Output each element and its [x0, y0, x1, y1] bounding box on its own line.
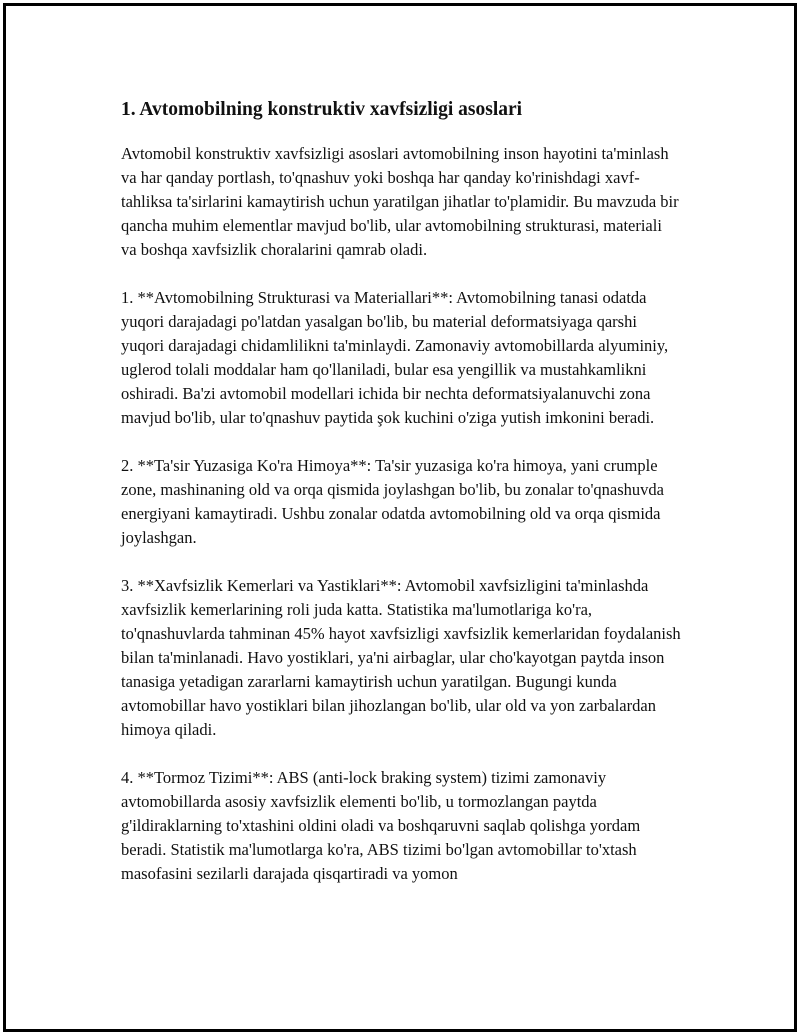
paragraph-crumple-zone: 2. **Ta'sir Yuzasiga Ko'ra Himoya**: Ta'sir yuzasiga ko'ra himoya, yani crumple zone, mashinaning old va orqa qismida joylashgan bo'lib, bu zonalar to'qnashuvda energiyani kamaytiradi. Ushbu zonalar odatda avtomobilning old va orqa qismida joylashgan.: [121, 456, 664, 547]
intro-paragraph: Avtomobil konstruktiv xavfsizligi asoslari avtomobilning inson hayotini ta'minlash va har qanday portlash, to'qnashuv yoki boshqa har qanday ko'rinishdagi xavf-tahliksa ta'sirlarini kamaytirish uchun yaratilgan jihatlar to'plamidir. Bu mavzuda bir qancha muhim elementlar mavjud bo'lib, ular avtomobilning strukturasi, materiali va boshqa xavfsizlik choralarini qamrab oladi.: [121, 144, 679, 259]
paragraph-seatbelts-airbags: 3. **Xavfsizlik Kemerlari va Yastiklari**: Avtomobil xavfsizligini ta'minlashda xavfsizlik kemerlarining roli juda katta. Statistika ma'lumotlariga ko'ra, to'qnashuvlarda tahminan 45% hayot xavfsizligi xavfsizlik kemerlaridan foydalanish bilan ta'minlanadi. Havo yostiklari, ya'ni airbaglar, ular cho'kayotgan paytda inson tanasiga yetadigan zararlarni kamaytirish uchun yaratilgan. Bugungi kunda avtomobillar havo yostiklari bilan jihozlangan bo'lib, ular old va yon zarbalardan himoya qiladi.: [121, 576, 681, 739]
document-body: [121, 96, 681, 910]
paragraph-structure-materials: 1. **Avtomobilning Strukturasi va Materiallari**: Avtomobilning tanasi odatda yuqori darajadagi po'latdan yasalgan bo'lib, bu material deformatsiyaga qarshi yuqori darajadagi chidamlilikni ta'minlaydi. Zamonaviy avtomobillarda alyuminiy, uglerod tolali moddalar ham qo'llaniladi, bular esa yengillik va mustahkamlikni oshiradi. Ba'zi avtomobil modellari ichida bir nechta deformatsiyalanuvchi zona mavjud bo'lib, ular to'qnashuv paytida şok kuchini o'ziga yutish imkonini beradi.: [121, 288, 669, 427]
page-frame: [3, 3, 797, 1032]
document-title: 1. Avtomobilning konstruktiv xavfsizligi asoslari: [121, 99, 523, 120]
paragraph-brake-system: 4. **Tormoz Tizimi**: ABS (anti-lock braking system) tizimi zamonaviy avtomobillarda asosiy xavfsizlik elementi bo'lib, u tormozlangan paytda g'ildiraklarning to'xtashini oldini oladi va boshqaruvni saqlab qolishga yordam beradi. Statistik ma'lumotlarga ko'ra, ABS tizimi bo'lgan avtomobillar to'xtash masofasini sezilarli darajada qisqartiradi va yomon: [121, 768, 641, 883]
